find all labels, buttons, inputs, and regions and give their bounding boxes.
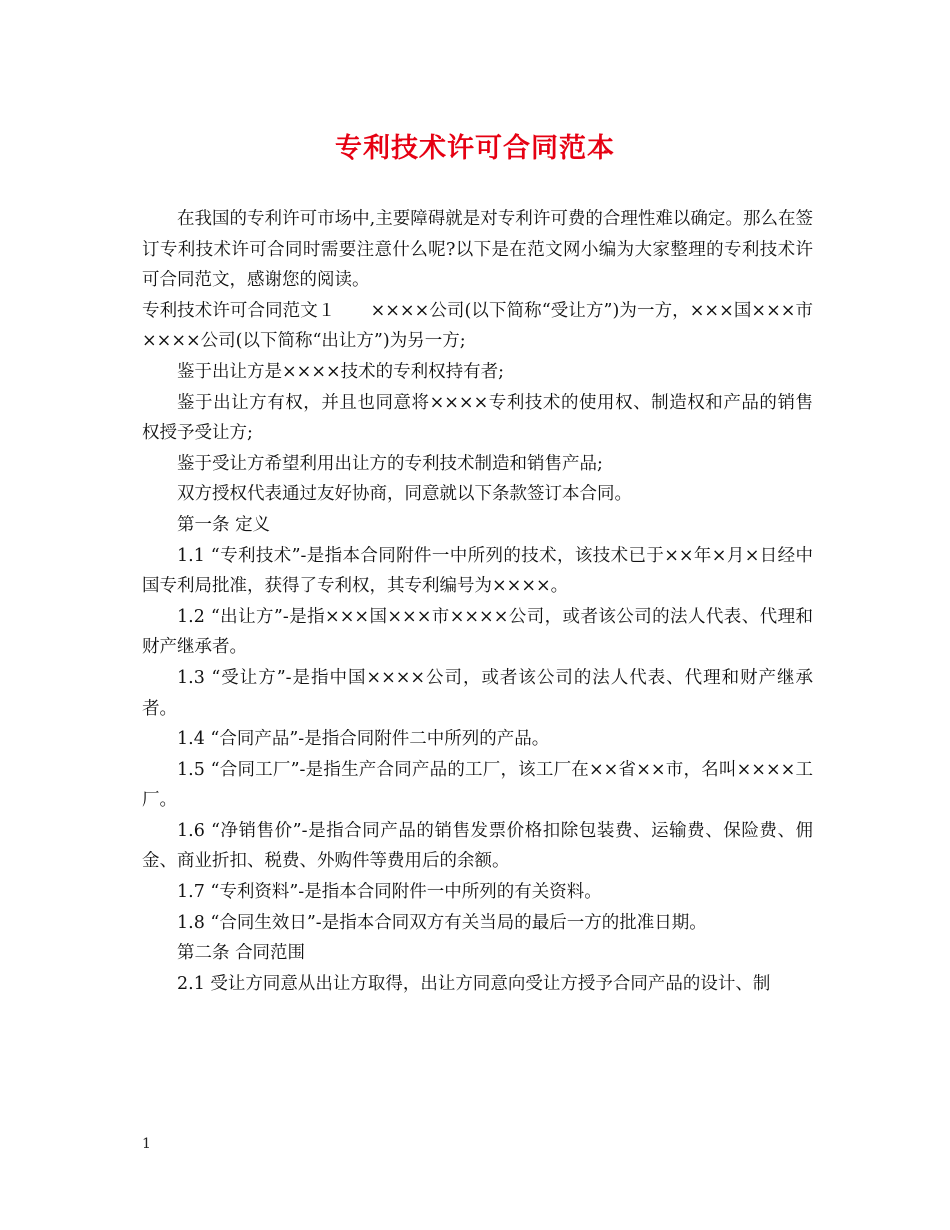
- page-number: 1: [142, 1136, 151, 1152]
- clause-1-5: 1.5 “合同工厂”-是指生产合同产品的工厂，该工厂在××省××市，名叫××××工厂。: [142, 759, 813, 811]
- article-1-heading: 第一条 定义: [177, 514, 271, 535]
- paragraph-intro: 在我国的专利许可市场中,主要障碍就是对专利许可费的合理性难以确定。那么在签订专利技术许可合同时需要注意什么呢?以下是在范文网小编为大家整理的专利技术许可合同范文，感谢您的阅读。: [142, 209, 813, 291]
- document-title: 专利技术许可合同范本: [335, 133, 615, 164]
- clause-2-1: 2.1 受让方同意从出让方取得，出让方同意向受让方授予合同产品的设计、制: [177, 973, 771, 994]
- paragraph-whereas-1: 鉴于出让方是××××技术的专利权持有者;: [177, 361, 505, 382]
- paragraph-parties: 专利技术许可合同范文１ ××××公司(以下简称“受让方”)为一方，×××国×××市××××公司(以下简称“出让方”)为另一方;: [142, 300, 813, 352]
- clause-1-4: 1.4 “合同产品”-是指合同附件二中所列的产品。: [177, 729, 550, 750]
- paragraph-whereas-3: 鉴于受让方希望利用出让方的专利技术制造和销售产品;: [177, 453, 603, 474]
- clause-1-2: 1.2 “出让方”-是指×××国×××市××××公司，或者该公司的法人代表、代理和财产继承者。: [142, 606, 813, 658]
- clause-1-7: 1.7 “专利资料”-是指本合同附件一中所列的有关资料。: [177, 882, 602, 903]
- clause-1-3: 1.3 “受让方”-是指中国××××公司，或者该公司的法人代表、代理和财产继承者。: [142, 667, 813, 719]
- clause-1-1: 1.1 “专利技术”-是指本合同附件一中所列的技术，该技术已于××年×月×日经中国专利局批准，获得了专利权，其专利编号为××××。: [142, 545, 813, 597]
- clause-1-8: 1.8 “合同生效日”-是指本合同双方有关当局的最后一方的批准日期。: [177, 912, 707, 933]
- article-2-heading: 第二条 合同范围: [177, 943, 306, 964]
- paragraph-agreement: 双方授权代表通过友好协商，同意就以下条款签订本合同。: [177, 484, 632, 505]
- clause-1-6: 1.6 “净销售价”-是指合同产品的销售发票价格扣除包装费、运输费、保险费、佣金、商业折扣、税费、外购件等费用后的余额。: [142, 820, 813, 872]
- paragraph-whereas-2: 鉴于出让方有权，并且也同意将××××专利技术的使用权、制造权和产品的销售权授予受让方;: [142, 392, 813, 444]
- document-body: [142, 204, 813, 999]
